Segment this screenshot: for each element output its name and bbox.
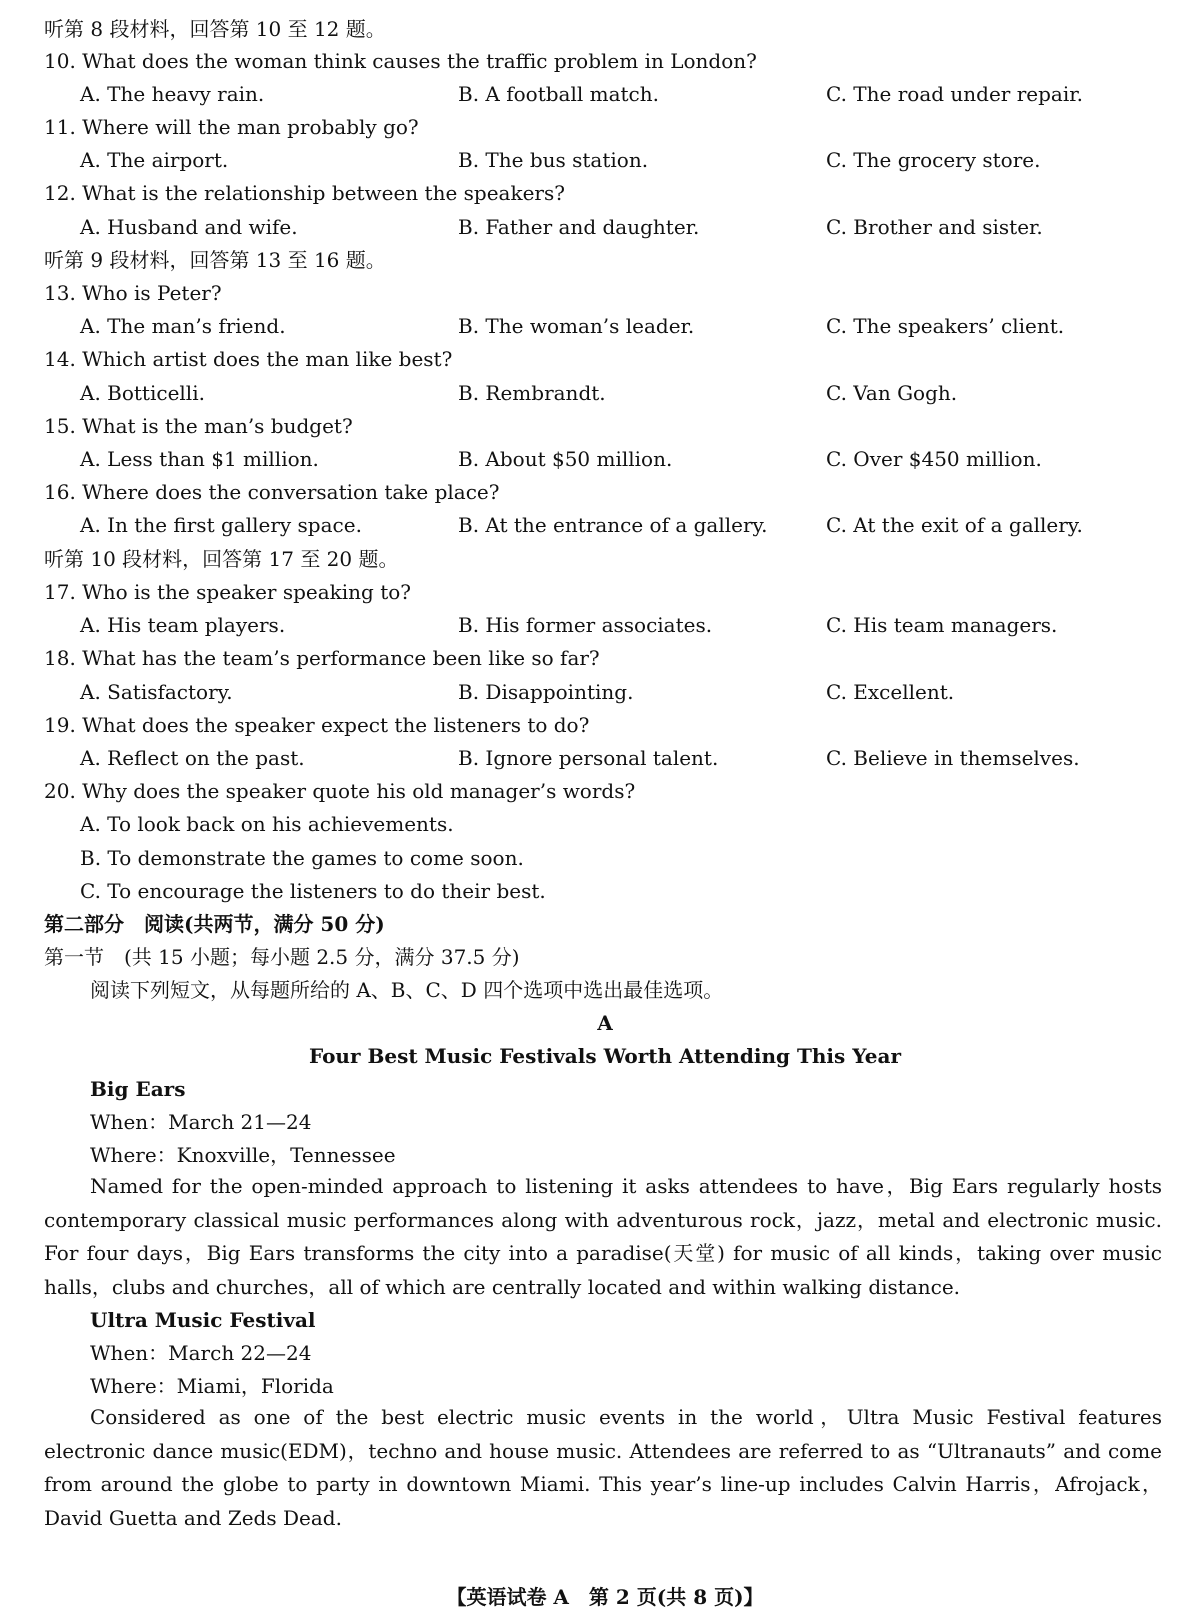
part-title: 第二部分 阅读(共两节，满分 50 分) [44,912,385,936]
question-stem: 13. Who is Peter? [44,281,222,305]
festival-when: When：March 21—24 [90,1110,312,1134]
option-a: A. Husband and wife. [80,215,298,239]
section-title: 第一节 (共 15 小题；每小题 2.5 分，满分 37.5 分) [44,945,520,969]
question-stem: 18. What has the team’s performance been like so far? [44,646,600,670]
option-b: B. A football match. [458,82,659,106]
question-stem: 16. Where does the conversation take place? [44,480,500,504]
option-a: A. His team players. [80,613,286,637]
section-instruction: 听第 10 段材料，回答第 17 至 20 题。 [44,547,399,571]
option-a: A. Botticelli. [80,381,205,405]
festival-where: Where：Miami，Florida [90,1374,334,1398]
option-c: C. Van Gogh. [826,381,958,405]
question-stem: 11. Where will the man probably go? [44,115,419,139]
question-stem: 20. Why does the speaker quote his old manager’s words? [44,779,636,803]
option-a: A. The heavy rain. [80,82,265,106]
option-a: A. In the first gallery space. [80,513,362,537]
option-a: A. To look back on his achievements. [80,812,454,836]
question-stem: 17. Who is the speaker speaking to? [44,580,412,604]
reading-instruction: 阅读下列短文，从每题所给的 A、B、C、D 四个选项中选出最佳选项。 [90,978,724,1002]
option-b: B. The woman’s leader. [458,314,695,338]
option-a: A. Less than $1 million. [80,447,319,471]
question-stem: 10. What does the woman think causes the traffic problem in London? [44,49,757,73]
section-instruction: 听第 8 段材料，回答第 10 至 12 题。 [44,17,386,41]
question-stem: 14. Which artist does the man like best? [44,347,453,371]
option-c: C. Believe in themselves. [826,746,1080,770]
option-a: A. Satisfactory. [80,680,233,704]
page-footer: 【英语试卷 A 第 2 页(共 8 页)】 [446,1585,764,1609]
festival-name: Big Ears [90,1077,186,1101]
option-b: B. His former associates. [458,613,713,637]
option-b: B. Disappointing. [458,680,634,704]
option-c: C. To encourage the listeners to do their best. [80,879,546,903]
option-b: B. The bus station. [458,148,649,172]
passage-title: Four Best Music Festivals Worth Attending This Year [308,1044,901,1068]
option-b: B. About $50 million. [458,447,673,471]
option-b: B. At the entrance of a gallery. [458,513,768,537]
option-b: B. Rembrandt. [458,381,606,405]
option-b: B. Ignore personal talent. [458,746,719,770]
festival-name: Ultra Music Festival [90,1308,316,1332]
option-a: A. The man’s friend. [80,314,286,338]
question-stem: 12. What is the relationship between the speakers? [44,181,565,205]
option-c: C. Brother and sister. [826,215,1043,239]
section-instruction: 听第 9 段材料，回答第 13 至 16 题。 [44,248,386,272]
option-c: C. Over $450 million. [826,447,1042,471]
option-b: B. Father and daughter. [458,215,700,239]
option-c: C. The road under repair. [826,82,1083,106]
option-a: A. Reflect on the past. [80,746,305,770]
option-a: A. The airport. [80,148,229,172]
question-stem: 19. What does the speaker expect the listeners to do? [44,713,590,737]
festival-description: Named for the open-minded approach to listening it asks attendees to have，Big Ears regularly hosts contemporary classical music performances along with adventurous rock，jazz，metal and electronic music. For four days，Big Ears transforms the city into a paradise(天堂) for music of all kinds，taking over music halls，clubs and churches，all of which are centrally located and within walking distance. [44,1174,1162,1299]
option-c: C. Excellent. [826,680,955,704]
option-b: B. To demonstrate the games to come soon. [80,846,524,870]
option-c: C. The speakers’ client. [826,314,1065,338]
festival-when: When：March 22—24 [90,1341,312,1365]
question-stem: 15. What is the man’s budget? [44,414,353,438]
festival-where: Where：Knoxville，Tennessee [90,1143,396,1167]
option-c: C. His team managers. [826,613,1058,637]
option-c: C. At the exit of a gallery. [826,513,1083,537]
festival-description: Considered as one of the best electric music events in the world，Ultra Music Festival features electronic dance music(EDM)，techno and house music. Attendees are referred to as “Ultranauts” and come from around the globe to party in downtown Miami. This year’s line-up includes Calvin Harris，Afrojack，David Guetta and Zeds Dead. [44,1405,1162,1530]
option-c: C. The grocery store. [826,148,1041,172]
passage-letter: A [597,1011,613,1035]
